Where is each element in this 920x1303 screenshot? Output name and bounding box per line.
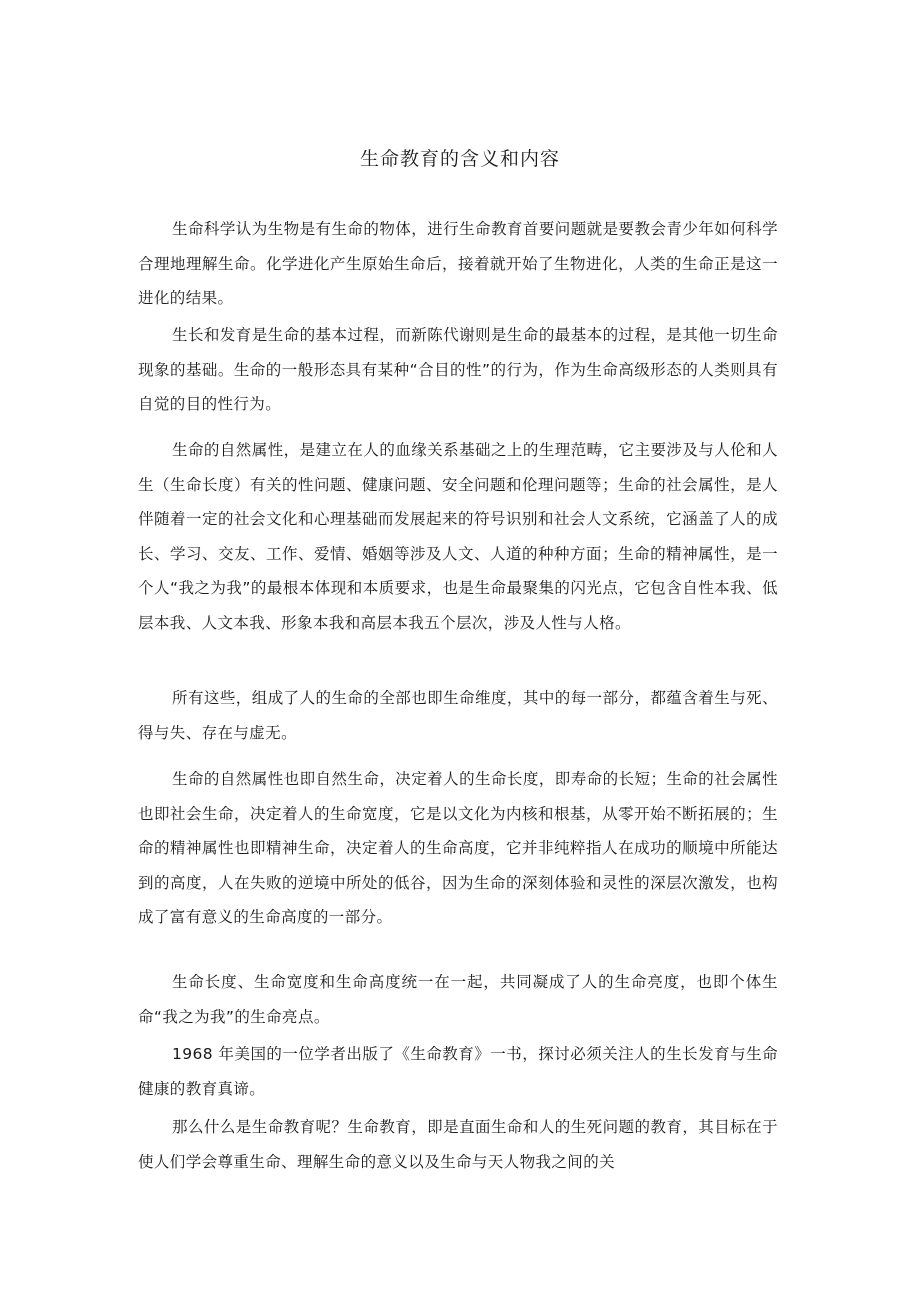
document-title: 生命教育的含义和内容: [359, 148, 560, 170]
paragraph: 生命科学认为生物是有生命的物体，进行生命教育首要问题就是要教会青少年如何科学合理地理解生命。化学进化产生原始生命后，接着就开始了生物进化，人类的生命正是这一进化的结果。: [138, 220, 778, 307]
paragraph: 生长和发育是生命的基本过程，而新陈代谢则是生命的最基本的过程，是其他一切生命现象的基础。生命的一般形态具有某种“合目的性”的行为，作为生命高级形态的人类则具有自觉的目的性行为。: [138, 326, 778, 413]
paragraph: 生命的自然属性，是建立在人的血缘关系基础之上的生理范畴，它主要涉及与人伦和人生（生命长度）有关的性问题、健康问题、安全问题和伦理问题等；生命的社会属性，是人伴随着一定的社会文化和心理基础而发展起来的符号识别和社会人文系统，它涵盖了人的成长、学习、交友、工作、爱情、婚姻等涉及人文、人道的种种方面；生命的精神属性，是一个人“我之为我”的最根本体现和本质要求，也是生命最聚集的闪光点，它包含自性本我、低层本我、人文本我、形象本我和高层本我五个层次，涉及人性与人格。: [138, 441, 778, 632]
paragraph: 所有这些，组成了人的生命的全部也即生命维度，其中的每一部分，都蕴含着生与死、得与失、存在与虚无。: [138, 689, 778, 742]
paragraph: 生命的自然属性也即自然生命，决定着人的生命长度，即寿命的长短；生命的社会属性也即社会生命，决定着人的生命宽度，它是以文化为内核和根基，从零开始不断拓展的；生命的精神属性也即精神生命，决定着人的生命高度，它并非纯粹指人在成功的顺境中所能达到的高度，人在失败的逆境中所处的低谷，因为生命的深刻体验和灵性的深层次激发，也构成了富有意义的生命高度的一部分。: [138, 770, 778, 926]
paragraph: 那么什么是生命教育呢？生命教育，即是直面生命和人的生死问题的教育，其目标在于使人们学会尊重生命、理解生命的意义以及生命与天人物我之间的关: [138, 1118, 778, 1171]
paragraph: 生命长度、生命宽度和生命高度统一在一起，共同凝成了人的生命亮度，也即个体生命“我之为我”的生命亮点。: [138, 973, 778, 1026]
paragraph: 1968 年美国的一位学者出版了《生命教育》一书，探讨必须关注人的生长发育与生命健康的教育真谛。: [138, 1045, 778, 1098]
